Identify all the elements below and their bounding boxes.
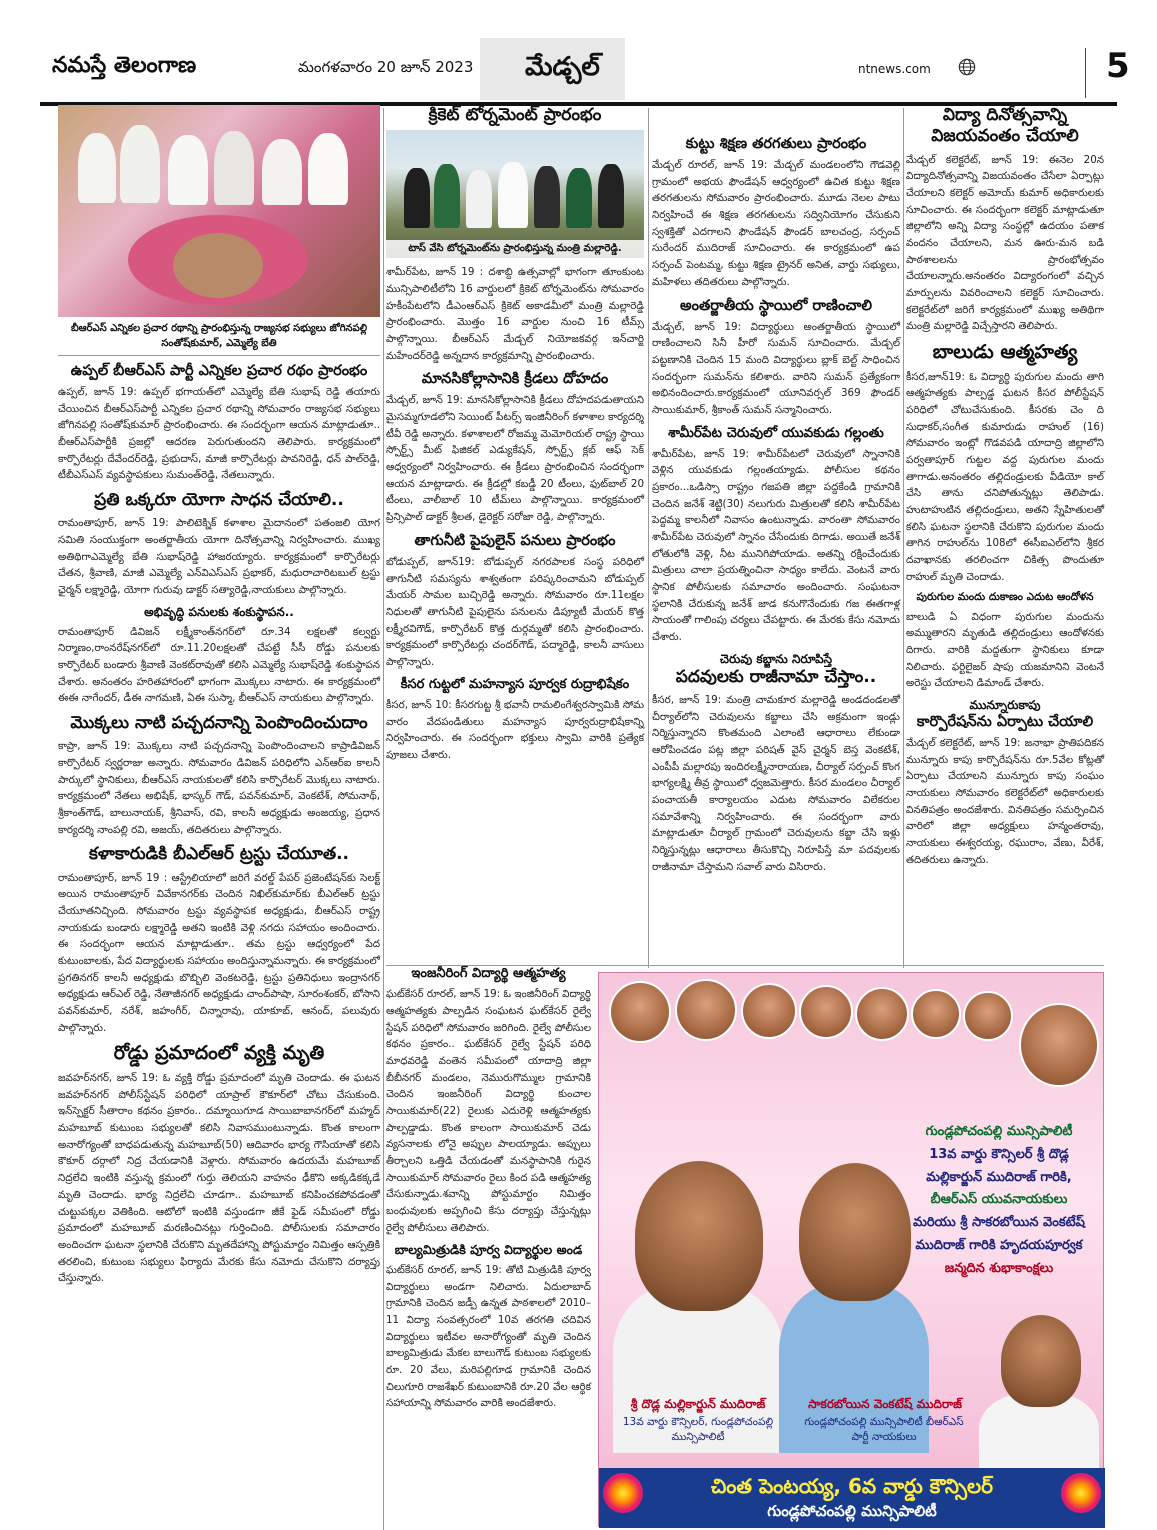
flower-decoration bbox=[1061, 1473, 1101, 1513]
portrait bbox=[963, 991, 1013, 1041]
section-name: మేడ్చల్ bbox=[525, 52, 600, 82]
headline: బాల్యమిత్రుడికి పూర్వ విద్యార్థుల అండ bbox=[394, 1242, 583, 1258]
headline: కార్పొరేషన్‌ను ఏర్పాటు చేయాలి bbox=[916, 713, 1094, 730]
news-photo-campaign-vehicle bbox=[58, 105, 380, 317]
column-1 bbox=[58, 105, 380, 1530]
column-2 bbox=[386, 105, 644, 970]
headline: ఇంజనీరింగ్ విద్యార్థి ఆత్మహత్య bbox=[411, 966, 566, 981]
headline: తాగునీటి పైపులైన్ పనులు ప్రారంభం bbox=[414, 532, 616, 549]
article-body: మేడ్చల్ కలెక్టరేట్, జూన్ 19: జనాభా ప్రాతిపదికన మున్నూరు కాపు కార్పొరేషన్‌ను రూ.5వేల కోట్లతో ఏర్పాటు చేయాలని మున్నూరు కాపు సంఘం నాయకులు సోమవారం కలెక్టరేట్‌లో అధికారులకు వినతిపత్రం అందజేశారు. వినతిపత్రం సమర్పించిన వారిలో జిల్లా అధ్యక్షులు హన్మంతరావు, నాయకులు ఈశ్వరయ్య, రఘురాం, వేణు, వీరేశ్, తదితరులు ఉన్నారు. bbox=[906, 736, 1104, 866]
article-body: రామంతాపూర్, జూన్ 19: పాలిటెక్నిక్ కళాశాల మైదానంలో పతంజలి యోగ సమితి సంయుక్తంగా అంతర్జాతీయ యోగా దినోత్సవాన్ని నిర్వహించారు. ముఖ్య అతిథిగాఎమ్మెల్యే బేతి సుభాష్‌రెడ్డి హాజరయ్యారు. కార్యక్రమంలో కార్పొరేటర్లు చేతన, శ్రీవాణి, మాజీ ఎమ్మెల్యే ఎన్‌విఎస్‌ఎస్ ప్రభాకర్, మధురాచారిటబుల్ ట్రస్టు ఛైర్మన్ లక్ష్మారెడ్డి, యోగా గురువు డాక్టర్ సత్యారెడ్డి,నాయకులు పాల్గొన్నారు. bbox=[58, 517, 380, 597]
headline: కళాకారుడికి బీఎల్ఆర్ ట్రస్టు చేయూత.. bbox=[89, 844, 349, 865]
headline: విద్యా దినోత్సవాన్ని విజయవంతం చేయాలి bbox=[931, 105, 1079, 147]
portrait-venkatesh bbox=[799, 1163, 911, 1301]
article-body: మేడ్చల్, జూన్ 19: మానసికోల్లాసానికి క్రీడలు దోహదపడుతాయని మైసమ్మగూడలోని సెయింట్ పీటర్స్ ఇంజినీరింగ్ కళాశాల కార్యదర్శి టీవీ రెడ్డి అన్నారు. కళాశాలలో రోజమ్మ మెమోరియల్ రాష్ట్ర స్థాయి స్పోర్ట్స్ మీట్ ఫిజికల్ ఎడ్యుకేషన్, స్పోర్ట్స్ క్లబ్ ఆఫ్ సెక్ ఆధ్వర్యంలో నిర్వహించారు. ఈ క్రీడలు ప్రారంభించిన సందర్భంగా ఆయన మాట్లాడారు. ఈ క్రీడల్లో కబడ్డీ 20 టీంలు, ఫుట్‌బాల్ 20 టీంలు, వాలీబాల్ 10 టీమ్‌లు పాల్గొన్నాయి. కార్యక్రమంలో ప్రిన్సిపాల్ డాక్టర్ శ్రీలత, డైరెక్టర్ సరోజా రెడ్డి, పాల్గొన్నారు. bbox=[386, 394, 644, 524]
website-link[interactable]: ntnews.com bbox=[858, 62, 931, 76]
birthday-advertisement bbox=[598, 972, 1104, 1527]
subheadline: పురుగుల మందు దుకాణం ఎదుట ఆందోళన bbox=[916, 591, 1094, 604]
article-body: కాప్రా, జూన్ 19: మొక్కలు నాటి పచ్చదనాన్ని పెంపొందించాలని కాప్రాడివిజన్ కార్పొరేటర్ స్వర్ణరాజు అన్నారు. సోమవారం డివిజన్ పరిధిలోని ఎన్‌ఆర్‌ఐ కాలనీ పార్కులో స్థానికులు, బీఆర్‌ఎస్ నాయకులతో కలిసి కార్పొరేటర్ మొక్కలు నాటారు. కార్యక్రమంలో నేతలు అభిషేక్, భాస్కర్ గౌడ్, పవన్‌కుమార్, వెంకటేశ్, సోమనాథ్, శ్రీకాంత్‌గౌడ్, బాలునాయక్, శ్రీనివాస్, రవి, కాలనీ అధ్యక్షుడు అంజయ్య, ప్రధాన కార్యదర్శి నాంపల్లి రవి, అజయ్, తదితరులు పాల్గొన్నారు. bbox=[58, 740, 380, 836]
headline: శామీర్‌పేట చెరువులో యువకుడు గల్లంతు bbox=[668, 424, 884, 441]
article-body: రామంతాపూర్, జూన్ 19 : ఆస్ట్రేలియాలో జరిగే వరల్డ్ పేపర్ ప్రజెంటేషన్‌కు సెలక్ట్ అయిన రామంతాపూర్ వివేకానగర్‌కు చెందిన నిఖిల్‌కుమార్‌కు బీఎల్ఆర్ ట్రస్టు చేయూతనిచ్చింది. సోమవారం ట్రస్టు వ్యవస్థాపక అధ్యక్షుడు, బీఆర్‌ఎస్ రాష్ట్ర నాయకుడు బండారు లక్ష్మారెడ్డి అతని ఇంటికి వెళ్లి నగదు సహాయం అందించారు. ఈ సందర్భంగా ఆయన మాట్లాడుతూ.. తమ ట్రస్టు ఆధ్వర్యంలో పేద కుటుంబాలకు, పేద విద్యార్థులకు సహాయం అందిస్తున్నామన్నారు. ఈ కార్యక్రమంలో ప్రగతినగర్ కాలనీ అధ్యక్షుడు బొబ్బిలి వెంకటరెడ్డి, ట్రస్టు ప్రతినిధులు ఇంద్రానగర్ అధ్యక్షుడు ఆర్ఎల్ రెడ్డి, నేతాజీనగర్ అధ్యక్షుడు చాంద్‌పాషా, సూరంశంకర్, బోసాని పవన్‌కుమార్, నరేశ్, జహంగీర్, చిన్నారావు, యాకూబ్, ఆనంద్, పలువురు పాల్గొన్నారు. bbox=[58, 871, 380, 1034]
article-body: ఘట్‌కేసర్ రూరల్, జూన్ 19: తోటి మిత్రుడికి పూర్వ విద్యార్థులు అండగా నిలిచారు. ఏదులాబాద్ గ్రామానికి చెందిన జడ్పీ ఉన్నత పాఠశాలలో 2010–11 విద్యా సంవత్సరంలో 10వ తరగతి చదివిన విద్యార్థులు ఇటీవల అనారోగ్యంతో మృతి చెందిన బాల్యమిత్రుడు మేకల బాలుగౌడ్ కుటుంబ సభ్యులకు రూ. 20 వేలు, మరిపల్లిగూడ గ్రామానికి చెందిన చిలుగూరి రాజశేఖర్ కుటుంబానికి రూ.20 వేల ఆర్థిక సహాయాన్ని సోమవారం వారికి అందజేశారు. bbox=[386, 1263, 591, 1410]
portrait-pentaiah bbox=[1001, 1315, 1081, 1407]
column-divider bbox=[903, 108, 904, 968]
article-body: బాలుడి ఏ విధంగా పురుగుల మందును అమ్ముతారని మృతుడి తల్లిదండ్రులు ఆందోళనకు దిగారు. వారికి మద్దతుగా స్థానికులు కూడా నిలిచారు. ఫర్టిలైజర్ షాపు యజమానిని వెంటనే అరెస్టు చేయాలని డిమాండ్ చేశారు. bbox=[906, 610, 1104, 690]
headline: కీసర గుట్టలో మహన్యాస పూర్వక రుద్రాభిషేకం bbox=[400, 676, 630, 692]
column-2-lower bbox=[386, 960, 591, 1530]
ad-name-2: సాకరబోయిన వెంకటేష్ ముదిరాజ్ bbox=[808, 1397, 962, 1411]
headline: బాలుడు ఆత్మహత్య bbox=[932, 340, 1078, 363]
article-body: బోడుప్పల్, జూన్19: బోడుప్పల్ నగరపాలక సంస్థ పరిధిలో తాగునీటి సమస్యను శాశ్వతంగా పరిష్కరించామని బోడుప్పల్ మేయర్ సామల బుచ్చిరెడ్డి అన్నారు. సోమవారం రూ.11లక్షల నిధులతో తాగునీటి పైపులైను పనులను డిప్యూటీ మేయర్ కొత్త లక్ష్మీరవిగౌడ్, కార్పొరేటర్ కొత్త దుర్గమ్మతో కలిసి ప్రారంభించారు. కార్యక్రమంలో కార్పొరేటర్లు చందర్‌గౌడ్, పద్మారెడ్డి, కాలనీ వాసులు పాల్గొన్నారు. bbox=[386, 555, 644, 668]
article-body: శామీర్‌పేట, జూన్ 19: శామీర్‌పేటలో చెరువులో స్నానానికి వెళ్లిన యువకుడు గల్లంతయ్యాడు. పోలీసుల కథనం ప్రకారం...ఒడిస్సా రాష్ట్రం గజపతి జిల్లా పద్దకేండి గ్రామానికి చెందిన జనేశ్ శెట్టి(30) నలుగురు మిత్రులతో కలిసి శామీర్‌పేట పెద్దమ్మ కాలనీలో నివాసం ఉంటున్నాడు. వారంతా సోమవారం శామీర్‌పేట చెరువులో స్నానం చేసేందుకు దిగాడు. అయితే జనేశ్ లోతులోకి వెళ్లి, నీట మునిగిపోయాడు. అతన్ని రక్షించేందుకు మిత్రులు చాలా ప్రయత్నించినా సాధ్యం కాలేదు. వెంటనే వారు స్థానిక పోలీసులకు సమాచారం అందించారు. సంఘటనా స్థలానికి చేరుకున్న జనేశ్ జాడ కనుగొనేందుకు గజ ఈతగాళ్ల సాయంతో గాలింపు చర్యలు చేపట్టారు. ఈ మేరకు కేసు నమోదు చేశారు. bbox=[652, 447, 900, 643]
photo-caption: బీఆర్‌ఎస్ ఎన్నికల ప్రచార రథాన్ని ప్రారంభిస్తున్న రాజ్యసభ సభ్యులు జోగినపల్లి సంతోష్‌కుమార్, ఎమ్మెల్యే బేతి bbox=[58, 317, 380, 356]
page-number: 5 bbox=[1106, 46, 1130, 86]
portrait bbox=[609, 981, 671, 1043]
portrait bbox=[799, 985, 853, 1039]
column-3 bbox=[652, 105, 900, 970]
masthead bbox=[40, 38, 1130, 108]
kicker: మున్నూరుకాపు bbox=[969, 697, 1041, 712]
ad-banner: చింత పెంటయ్య, 6వ వార్డు కౌన్సిలర్ గుండ్లపోచంపల్లి మున్సిపాలిటీ bbox=[599, 1468, 1105, 1528]
article-body: మేడ్చల్, జూన్ 19: విద్యార్థులు అంతర్జాతీయ స్థాయిలో రాణించాలని సినీ హీరో సుమన్ సూచించారు. మేడ్చల్ పట్టణానికి చెందిన 15 మంది విద్యార్థులు బ్లాక్ బెల్ట్ సాధించిన సందర్భంగా సుమన్‌ను కలిశారు. వారిని సుమన్ ప్రత్యేకంగా అభినందించారు.కార్యక్రమంలో యూనివర్సల్ 369 ఫౌండర్ సాయికుమార్, శ్రీకాంత్ సుమన్ సన్మానించారు. bbox=[652, 320, 900, 416]
article-body: కీసర,జూన్19: ఓ విద్యార్థి పురుగుల మందు తాగి ఆత్మహత్యకు పాల్పడ్డ ఘటన కీసర పోలీస్టేషన్ పరిధిలో చోటుచేసుకుంది. కీసరకు చెం ది సుధాకర్,సంగీత కుమారుడు రాహుల్ (16) సోమవారం ఇంట్లో గొడవపడి యాదాద్రి జిల్లాలోని పర్వతాపూర్ గుట్టల వద్ద పురుగుల మందు తాగాడు.అనంతరం తల్లిదండ్రులకు వీడియో కాల్ చేసి తాను చనిపోతున్నట్లు తెలిపాడు. హుటాహుటిన తల్లిదండ్రులు, అతని స్నేహితులతో కలిసి ఘటనా స్థలానికి చేరుకొని పురుగుల మందు తాగిన రాహుల్‌ను 108లో ఈసీఐఎల్‌లోని శ్రీకర దవాఖానకు తరలించగా చికిత్స పొందుతూ రాహుల్ మృతి చెందాడు. bbox=[906, 370, 1104, 583]
headline: రోడ్డు ప్రమాదంలో వ్యక్తి మృతి bbox=[113, 1042, 325, 1065]
column-divider bbox=[383, 108, 384, 1530]
article-body: కీసర, జూన్ 10: కీసరగుట్ట శ్రీ భవానీ రామలింగేశ్వరస్వామికి సోమ వారం వేదపండితులు మహన్యాస పూర్వరుద్రాభిషేకాన్ని నిర్వహించారు. ఈ సందర్భంగా భక్తులు స్వామి వారికి ప్రత్యేక పూజలు చేశారు. bbox=[386, 698, 644, 761]
ad-greeting: గుండ్లపోచంపల్లి మున్సిపాలిటీ 13వ వార్డు కౌన్సిలర్ శ్రీ దొడ్ల మల్లికార్జున్ ముదిరాజ్ గారికి, బీఆర్‌ఎస్ యువనాయకులు మరియు శ్రీ సాకరబోయిన వెంకటేష్ ముదిరాజ్ గారికి హృదయపూర్వక జన్మదిన శుభాకాంక్షలు bbox=[913, 1124, 1085, 1276]
portrait bbox=[675, 979, 737, 1041]
headline: ప్రతి ఒక్కరూ యోగా సాధన చేయాలి.. bbox=[94, 490, 344, 511]
portrait bbox=[1019, 1003, 1099, 1087]
headline: మొక్కలు నాటి పచ్చదనాన్ని పెంపొందించుదాం bbox=[70, 713, 368, 734]
column-4 bbox=[906, 105, 1104, 1005]
photo-caption: టాస్ వేసి టోర్నమెంట్‌ను ప్రారంభిస్తున్న మంత్రి మల్లారెడ్డి. bbox=[386, 240, 644, 258]
headline: ఉప్పల్ బీఆర్‌ఎస్ పార్టీ ఎన్నికల ప్రచార రథం ప్రారంభం bbox=[70, 363, 368, 379]
headline: మానసికోల్లాసానికి క్రీడలు దోహదం bbox=[421, 371, 609, 388]
flower-decoration bbox=[603, 1473, 643, 1513]
article-body: మేడ్చల్ రూరల్, జూన్ 19: మేడ్చల్ మండలంలోని గౌడవెల్లి గ్రామంలో అభయ ఫౌండేషన్ ఆధ్వర్యంలో ఉచిత కుట్టు శిక్షణ తరగతులను సోమవారం ప్రారంభించారు. మూడు నెలల పాటు నిర్వహించే ఈ శిక్షణ తరగతులను సద్వినియోగం చేసుకుని స్వశక్తితో ఎదగాలని ఫౌండేషన్ ఫౌండర్ బాలచంద్ర, సర్పంచ్ సురేందర్ ముదిరాజ్ సూచించారు. ఈ కార్యక్రమంలో ఉప సర్పంచ్ పెంటమ్మ, కుట్టు శిక్షణ ట్రైనర్ అనిత, వార్డు సభ్యులు, మహిళలు తదితరులు పాల్గొన్నారు. bbox=[652, 159, 900, 288]
headline: కుట్టు శిక్షణ తరగతులు ప్రారంభం bbox=[685, 136, 867, 152]
globe-icon bbox=[958, 58, 976, 76]
issue-date: మంగళవారం 20 జూన్ 2023 bbox=[298, 58, 474, 76]
ad-sub-2: గుండ్లపోచంపల్లి మున్సిపాలిటీ బీఆర్‌ఎస్ పార్టీ నాయకులు bbox=[804, 1416, 964, 1443]
masthead-divider bbox=[1085, 48, 1086, 98]
article-body: రామంతాపూర్ డివిజన్ లక్ష్మీకాంత్‌నగర్‌లో రూ.34 లక్షలతో కల్వర్టు నిర్మాణం,రాంనరేష్‌నగర్‌లో రూ.11.20లక్షలతో చేపట్టే సీసీ రోడ్డు పనులకు కార్పొరేటర్ బండారు శ్రీవాణి వెంకట్‌రావుతో కలిసి ఎమ్మెల్యే సుభాష్‌రెడ్డి శంకుస్థాపన చేశారు. అనంతరం హరితహారంలో భాగంగా మొక్కలు నాటారు. ఈ కార్యక్రమంలో ఈఈ నాగేందర్, డీఈ నాగమణి, ఏఈ సుస్మా, బీఆర్‌ఎస్ నాయకులు పాల్గొన్నారు. bbox=[58, 625, 380, 705]
kicker: చెరువు కబ్జాను నిరూపిస్తే bbox=[719, 651, 833, 666]
article-body: ఉప్పల్, జూన్ 19: ఉప్పల్ భగాయత్‌లో ఎమ్మెల్యే బేతి సుభాష్ రెడ్డి తయారు చేయించిన బీఆర్‌ఎస్‌పార్టీ ఎన్నికల ప్రచార రథాన్ని సోమవారం రాజ్యసభ సభ్యులు జోగినపల్లి సంతోష్‌కుమార్ ప్రారంభించారు. ఈ సందర్భంగా ఆయన మాట్లాడుతూ.. బీఆర్‌ఎస్‌పార్టీకి ప్రజల్లో ఆదరణ పెరుగుతుందని తెలిపారు. కార్యక్రమంలో కార్పొరేటర్లు దేవేందర్‌రెడ్డి, ప్రభుదాస్, మాజీ కార్పొరేటర్లు పావనిరెడ్డి, ధన్ పాల్‌రెడ్డి, టీబీఎస్‌ఎస్ వ్యవస్థాపకులు సుమంత్‌రెడ్డి, నేతలున్నారు. bbox=[58, 386, 380, 482]
column-divider bbox=[648, 108, 649, 968]
article-body: ఘట్‌కేసర్ రూరల్, జూన్ 19: ఓ ఇంజినీరింగ్ విద్యార్థి ఆత్మహత్యకు పాల్పడిన సంఘటన ఘట్‌కేసర్ రైల్వే స్టేషన్ పరిధిలో సోమవారం జరిగింది. రైల్వే పోలీసుల కథనం ప్రకారం.. ఘట్‌కేసర్ రైల్వే స్టేషన్ పరిధి మాధవరెడ్డి వంతెన సమీపంలో యాదాద్రి జిల్లా బీబీనగర్ మండలం, నెమురుగొమ్ముల గ్రామానికి చెందిన ఇంజనీరింగ్ విద్యార్థి కుంచాల సాయికుమార్(22) రైలుకు ఎదురెళ్లి ఆత్మహత్యకు పాల్పడ్డాడు. కొంత కాలంగా సాయికుమార్ చెడు వ్యసనాలకు లోనై అప్పుల పాలయ్యాడు. అప్పులు తీర్చాలని ఒత్తిడి చేయడంతో మనస్థాపానికి గురైన సాయికుమార్ సోమవారం రైలు కింద పడి ఆత్మహత్య చేసుకున్నాడు.శవాన్ని పోస్టుమార్టం నిమిత్తం బంధువులకు అప్పగించి కేసు దర్యాప్తు చేస్తున్నట్లు రైల్వే పోలీసులు తెలిపారు. bbox=[386, 988, 591, 1234]
headline: అంతర్జాతీయ స్థాయిలో రాణించాలి bbox=[680, 297, 872, 314]
headline: అభివృద్ధి పనులకు శంకుస్థాపన.. bbox=[144, 604, 294, 619]
portrait bbox=[911, 989, 961, 1039]
article-body: శామీర్‌పేట, జూన్ 19 : దశాబ్ది ఉత్సవాల్లో భాగంగా తూంకుంట మున్సిపాలిటీలోని 16 వార్డులలో క్రికెట్ టోర్నమెంట్‌ను సోమవారం హకీంపేటలోని డీఎంఆర్‌ఎస్ క్రికెట్ అకాడమీలో మంత్రి మల్లారెడ్డి ప్రారంభించారు. మొత్తం 16 వార్డుల నుంచి 16 టీమ్స్ పాల్గొన్నాయి. బీఆర్‌ఎస్ మేడ్చల్ నియోజకవర్గ ఇన్‌చార్జి మహేందర్‌రెడ్డి అన్నదాన కార్యక్రమాన్ని ప్రారంభించారు. bbox=[386, 266, 644, 362]
ad-name-1: శ్రీ దొడ్ల మల్లికార్జున్ ముదిరాజ్ bbox=[630, 1397, 766, 1411]
news-photo-cricket bbox=[386, 130, 644, 258]
headline: క్రికెట్ టోర్నమెంట్ ప్రారంభం bbox=[428, 105, 602, 125]
portrait bbox=[741, 983, 797, 1039]
article-body: జవహర్‌నగర్, జూన్ 19: ఓ వ్యక్తి రోడ్డు ప్రమాదంలో మృతి చెందాడు. ఈ ఘటన జవహర్‌నగర్ పోలీస్‌స్టేషన్ పరిధిలో యాప్రాల్ కౌకూర్‌లో చోటు చేసుకుంది. ఇన్‌స్పెక్టర్ సీతారాం కథనం ప్రకారం.. దమ్మాయిగూడ సాయిబాబానగర్‌లో మహ్మద్ మహబూబ్ కుటుంబ సభ్యులతో కలిసి నివాసముంటున్నాడు. కొంత కాలంగా అనారోగ్యంతో బాధపడుతున్న మహబూబ్(50) ఆదివారం భార్య గౌసియాతో కలిసి కౌకూర్ దర్గాలో నిద్ర చేయడానికి వెళ్లారు. సోమవారం ఉదయమే మహబూబ్ నిద్రలేచి ఇంటికి వస్తున్న క్రమంలో గుర్తు తెలియని వాహనం ఢీకొని అక్కడికక్కడే మృతి చెందాడు. భార్య నిద్రలేచి చూడగా.. మహబూబ్ కనిపించకపోవడంతో చుట్టుపక్కల వెతికింది. ఆటోలో ఇంటికి వస్తుండగా జీకే ఫైడ్ సమీపంలో రోడ్డు ప్రమాదంలో మహబూబ్ మరణించినట్లు గుర్తించింది. పోలీసులకు సమాచారం అందించగా ఘటనా స్థలానికి చేరుకొని మృతదేహాన్ని పోస్టుమార్టం నిమిత్తం ఆస్పత్రికి తరలించి, కుటుంబ సభ్యులు ఫిర్యాదు మేరకు కేసు నమోదు చేసుకొని దర్యాప్తు చేస్తున్నారు. bbox=[58, 1072, 380, 1285]
ad-sub-1: 13వ వార్డు కౌన్సిలర్, గుండ్లపోచంపల్లి మున్సిపాలిటీ bbox=[622, 1416, 774, 1443]
article-body: మేడ్చల్ కలెక్టరేట్, జూన్ 19: ఈనెల 20న విద్యాదినోత్సవాన్ని విజయవంతం చేసేలా ఏర్పాట్లు చేయాలని కలెక్టర్ అమోయ్ కుమార్ అధికారులకు సూచించారు. ఈ సందర్భంగా కలెక్టర్ మాట్లాడుతూ జిల్లాలోని అన్ని విద్యా సంస్థల్లో ఉదయం పతాక వందనం చేయాలని, మన ఊరు-మన బడి పాఠశాలలను ప్రారంభోత్సవం చేయాలన్నారు.అనంతరం విద్యారంగంలో వచ్చిన మార్పులను వివరించాలని కలెక్టర్ సూచించారు. కలెక్టరేట్‌లో జరిగే కార్యక్రమంలో ముఖ్య అతిథిగా మంత్రి మల్లారెడ్డి విచ్చేస్తారని తెలిపారు. bbox=[906, 153, 1104, 333]
article-body: కీసర, జూన్ 19: మంత్రి చామకూర మల్లారెడ్డి అండదండలతో చీర్యాల్‌లోని చెరువులను కబ్జాలు చేసి అక్రమంగా ఇండ్లు నిర్మిస్తున్నారని కొంతమంది ఎలాంటి ఆధారాలు లేకుండా ఆరోపించడం పట్ల జిల్లా పరిషత్ వైస్ చైర్మన్ బెస్త వెంకటేశ్, ఎంపీపీ మల్లారపు ఇందిరలక్ష్మీనారాయణ, చీర్యాల్ సర్పంచ్ కొంగ భాగ్యలక్ష్మి తీవ్ర స్థాయిలో ధ్వజమెత్తారు. కీసర మండలం చీర్యాల్ పంచాయతీ కార్యాలయం ఎదుట సోమవారం విలేకరుల సమావేశాన్ని నిర్వహించారు. ఈ సందర్భంగా వారు మాట్లాడుతూ చీర్యాల్ గ్రామంలో చెరువులను కబ్జా చేసి ఇళ్లు నిర్మిస్తున్నట్లు ఆధారాలు తీసుకొచ్చి నిరూపిస్తే మా పదవులకు రాజీనామా చేస్తామని సవాల్ వారు విసిరారు. bbox=[652, 693, 900, 873]
portrait-mallikarjun bbox=[635, 1161, 763, 1311]
portrait bbox=[855, 987, 909, 1041]
paper-name: నమస్తే తెలంగాణ bbox=[52, 52, 197, 78]
headline: పదవులకు రాజీనామా చేస్తాం.. bbox=[675, 666, 877, 687]
